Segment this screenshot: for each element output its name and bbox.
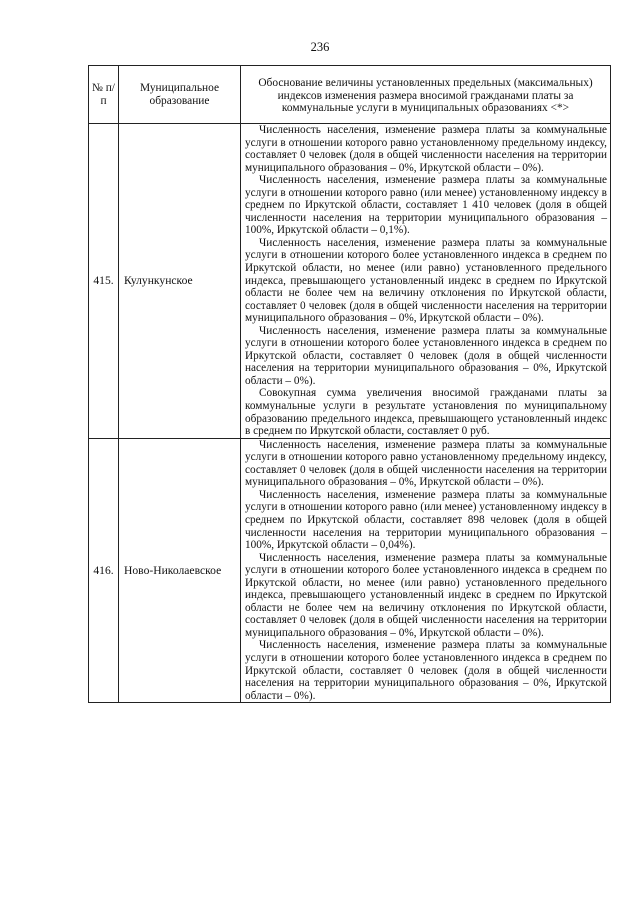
justification-paragraph: Численность населения, изменение размера платы за коммунальные услуги в отношении которого более установленного индекса в среднем по Иркутской области, но менее (или равно) установленного предельного индекса, превышающего установленный индекс в среднем по Иркутской области не более чем на величину отклонения по Иркутской области, составляет 0 человек (доля в общей численности населения на территории муниципального образования – 0%, Иркутской области – 0%).	[245, 236, 607, 325]
municipality-name: Кулункунское	[119, 124, 241, 439]
table-row	[89, 124, 611, 439]
row-number: 415.	[89, 124, 119, 439]
justification-cell	[241, 438, 611, 702]
justification-paragraph: Численность населения, изменение размера платы за коммунальные услуги в отношении которого равно (или менее) установленному индексу в среднем по Иркутской области, составляет 898 человек (доля в общей численности населения на территории муниципального образования – 100%, Иркутской области – 0,04%).	[245, 488, 607, 552]
table-row	[89, 438, 611, 702]
municipality-name: Ново-Николаевское	[119, 438, 241, 702]
justification-paragraph: Численность населения, изменение размера платы за коммунальные услуги в отношении которого более установленного индекса в среднем по Иркутской области, составляет 0 человек (доля в общей численности населения на территории муниципального образования – 0%, Иркутской области – 0%).	[245, 324, 607, 387]
header-municipality: Муниципальное образование	[119, 66, 241, 124]
table-header-row	[89, 66, 611, 124]
justification-paragraph: Численность населения, изменение размера платы за коммунальные услуги в отношении которого равно (или менее) установленному индексу в среднем по Иркутской области, составляет 1 410 человек (доля в общей численности населения на территории муниципального образования – 100%, Иркутской области – 0,1%).	[245, 174, 607, 237]
tariff-index-table	[88, 65, 611, 703]
justification-cell	[241, 124, 611, 439]
justification-paragraph: Численность населения, изменение размера платы за коммунальные услуги в отношении которого равно установленному предельному индексу, составляет 0 человек (доля в общей численности населения на территории муниципального образования – 0%, Иркутской области – 0%).	[245, 124, 607, 174]
justification-paragraph: Численность населения, изменение размера платы за коммунальные услуги в отношении которого более установленного индекса в среднем по Иркутской области, но менее (или равно) установленного предельного индекса, превышающего установленный индекс в среднем по Иркутской области не более чем на величину отклонения по Иркутской области, составляет 0 человек (доля в общей численности населения на территории муниципального образования – 0%, Иркутской области – 0%).	[245, 551, 607, 639]
justification-paragraph: Совокупная сумма увеличения вносимой гражданами платы за коммунальные услуги в результате установления по муниципальному образованию предельного индекса, превышающего установленный индекс в среднем по Иркутской области, составляет 0 руб.	[245, 387, 607, 438]
row-number: 416.	[89, 438, 119, 702]
header-justification: Обоснование величины установленных предельных (максимальных) индексов изменения размера вносимой гражданами платы за коммунальные услуги в муниципальных образованиях <*>	[241, 66, 611, 124]
header-num: № п/п	[89, 66, 119, 124]
justification-paragraph: Численность населения, изменение размера платы за коммунальные услуги в отношении которого более установленного индекса в среднем по Иркутской области, составляет 0 человек (доля в общей численности населения на территории муниципального образования – 0%, Иркутской области – 0%).	[245, 639, 607, 702]
page-number: 236	[310, 40, 330, 54]
justification-paragraph: Численность населения, изменение размера платы за коммунальные услуги в отношении которого равно установленному предельному индексу, составляет 0 человек (доля в общей численности населения на территории муниципального образования – 0%, Иркутской области – 0%).	[245, 438, 607, 489]
